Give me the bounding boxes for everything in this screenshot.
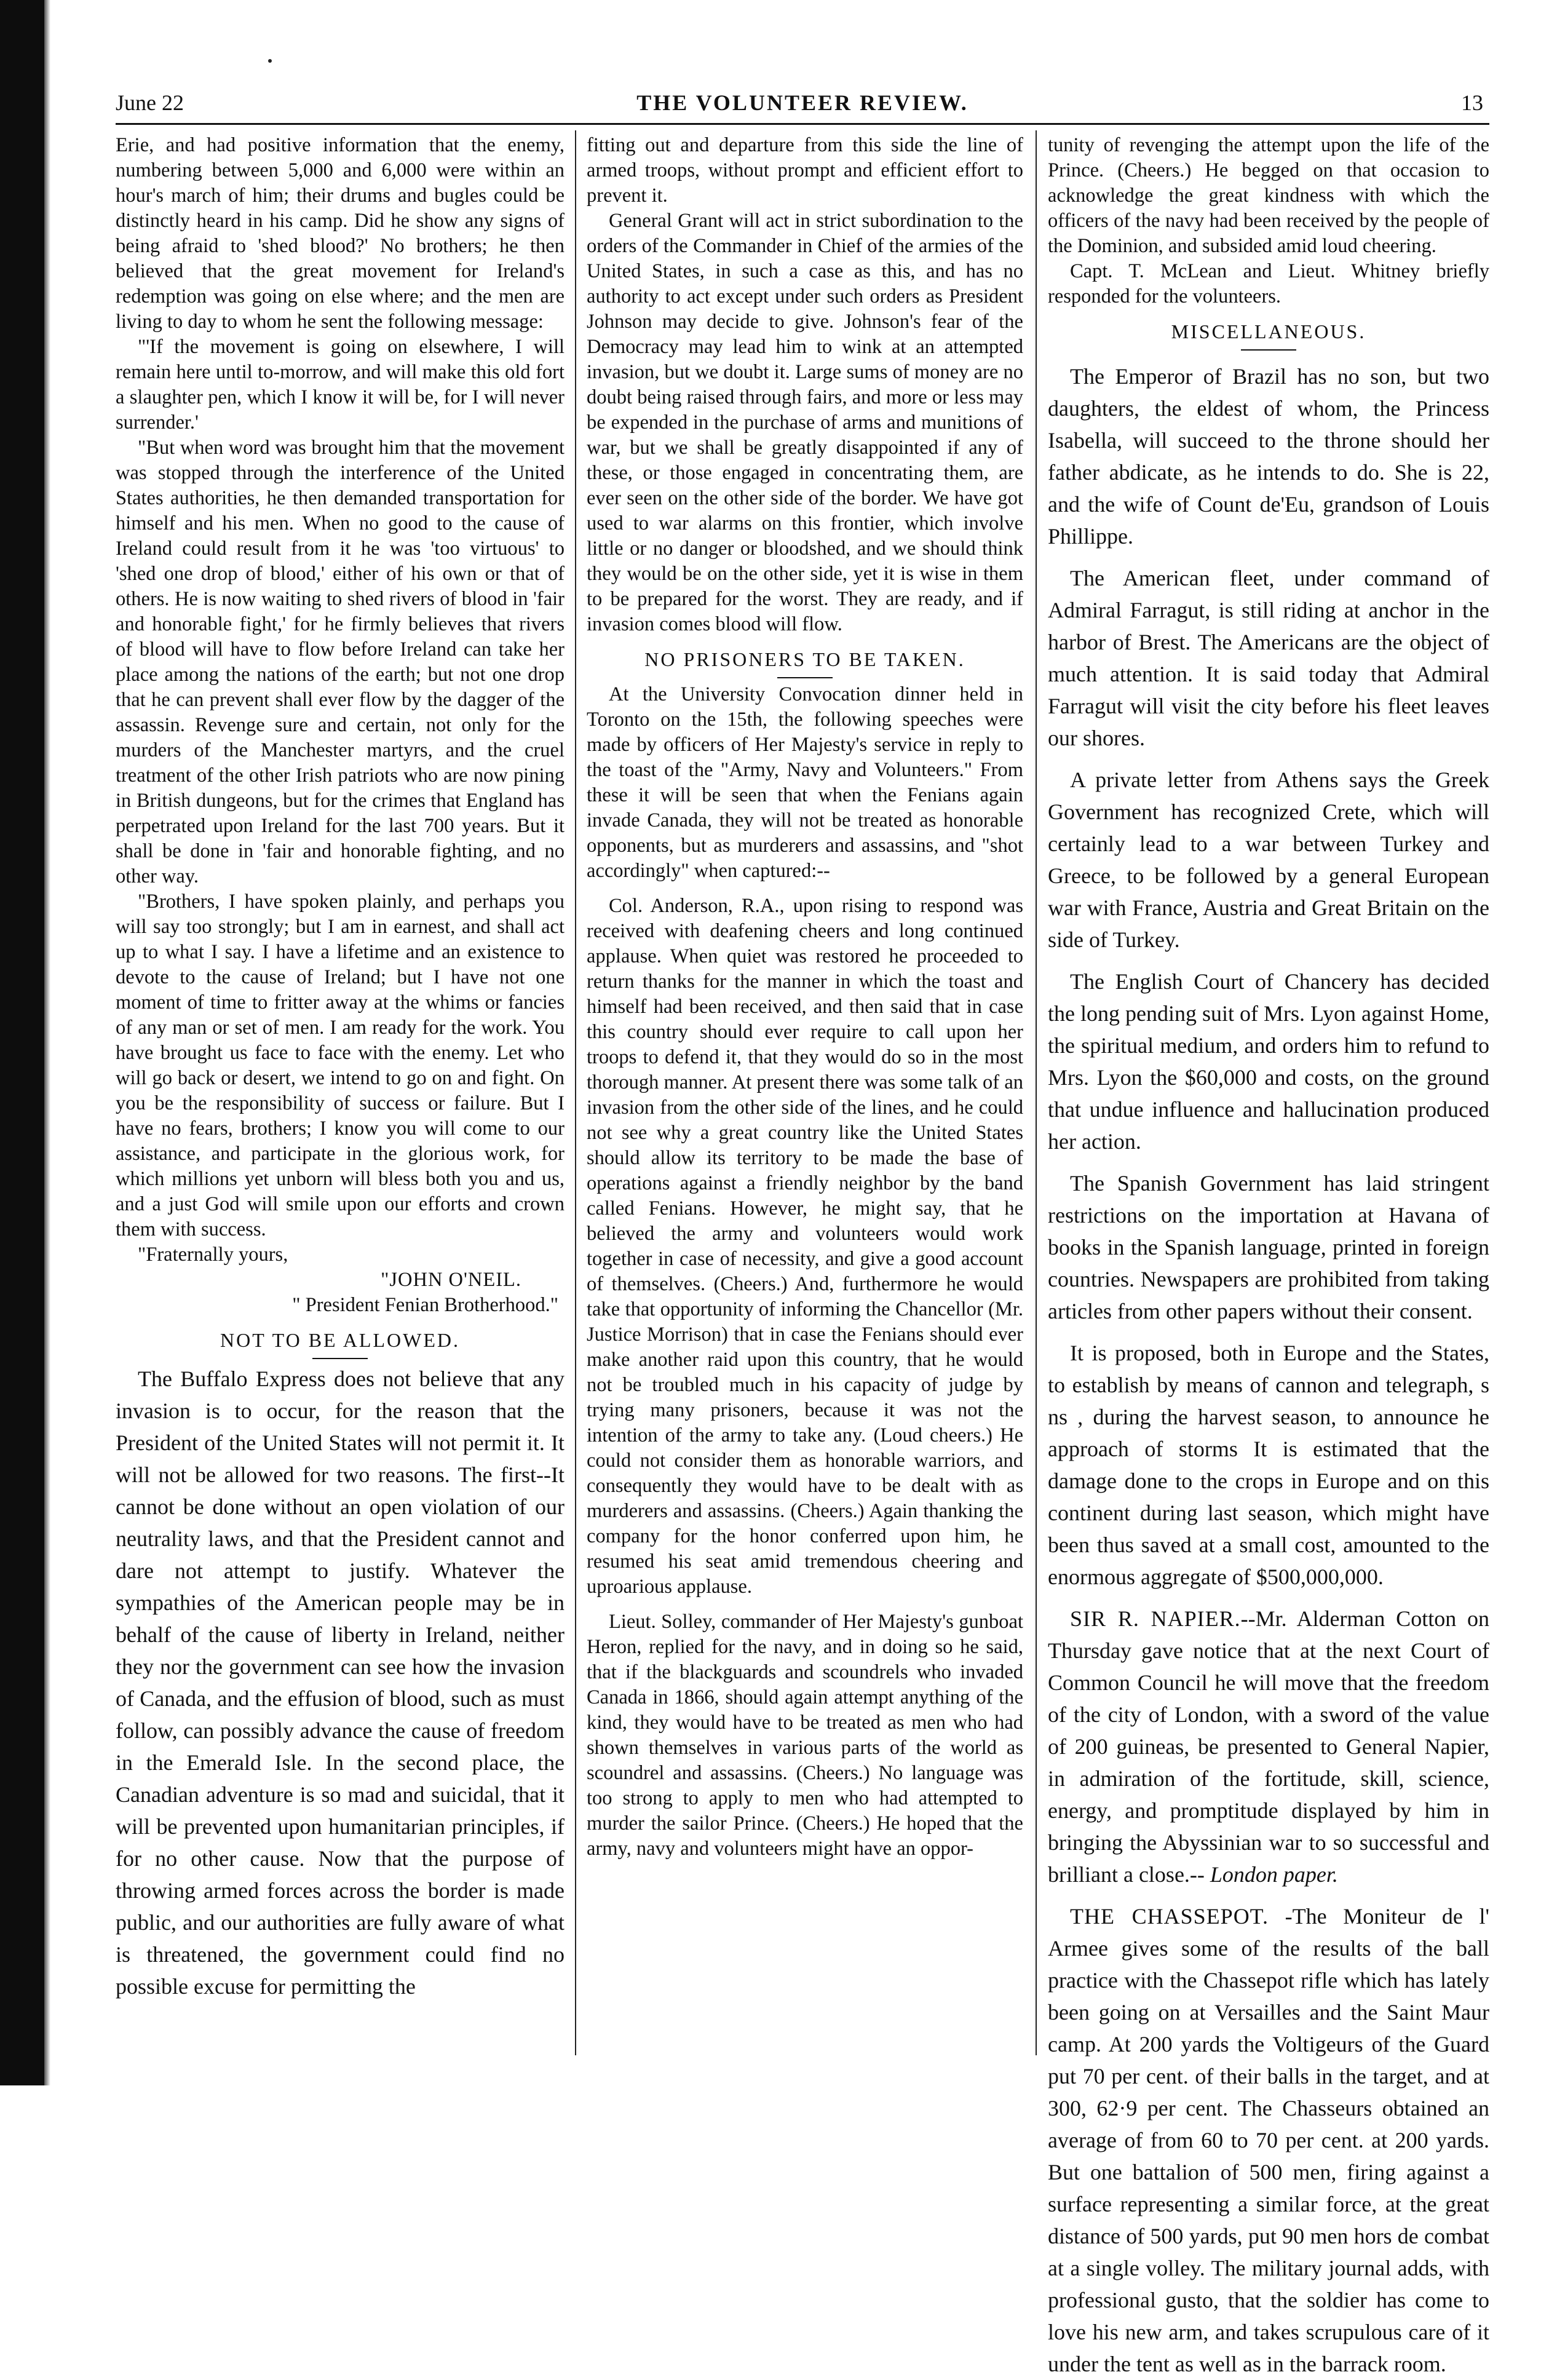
news-item: A private letter from Athens says the Greek Government has recognized Crete, which will certainly lead to a war between Turkey and Greece, to be followed by a general European war with France, Austria and Great Britain on the side of Turkey. — [1048, 768, 1489, 952]
news-item: It is proposed, both in Europe and the States, to establish by means of cannon and telegraph, s ns , during the harvest season, to announce he approach of storms It is estimated that the damage done to the crops in Europe and on this continent during last season, which might have been thus saved at a small cost, amounted to the enormous aggregate of $500,000,000. — [1048, 1341, 1489, 1589]
speck-mark — [268, 59, 272, 63]
article-paragraph: Erie, and had positive information that the enemy, numbering between 5,000 and 6,000 were within an hour's march of him; their drums and bugles could be distinctly heard in his camp. Did he show any signs of being afraid to 'shed blood?' No brothers; he then believed that the great movement for Ireland's redemption was going on else where; and the men are living to day to whom he sent the following message: — [116, 134, 565, 333]
article-paragraph: Capt. T. McLean and Lieut. Whitney briefly responded for the volunteers. — [1048, 260, 1489, 307]
signature-name: "JOHN O'NEIL. — [381, 1269, 521, 1291]
column-1 — [116, 133, 565, 2070]
publication-title: THE VOLUNTEER REVIEW. — [636, 90, 969, 115]
news-item: The Spanish Government has laid stringent restrictions on the importation at Havana of books in the Spanish language, printed in foreign countries. Newspapers are prohibited from taking articles from other papers without their consent. — [1048, 1171, 1489, 1323]
item-body: --Mr. Alderman Cotton on Thursday gave notice that at the next Court of Common Council he will move that the freedom of the city of London, with a sword of the value of 200 guineas, be presented to General Napier, in admiration of the fortitude, skill, science, energy, and promptitude displayed by him in bringing the Abyssinian war to so successful and brilliant a close.-- — [1048, 1606, 1489, 1887]
article-paragraph: Lieut. Solley, commander of Her Majesty's gunboat Heron, replied for the navy, and in doing so he said, that if the blackguards and scoundrels who invaded Canada in 1866, should again attempt anything of the kind, they would have to be treated as men who had shown themselves in various parts of the world as scoundrel and assassins. (Cheers.) No language was too strong to apply to men who had attempted to murder the sailor Prince. (Cheers.) He hoped that the army, navy and volunteers might have an oppor- — [587, 1611, 1023, 1860]
page-number: 13 — [1461, 90, 1483, 115]
page-header — [116, 86, 1489, 125]
item-lead: SIR R. NAPIER. — [1070, 1606, 1241, 1631]
article-paragraph: "Brothers, I have spoken plainly, and perhaps you will say too strongly; but I am in earnest, and shall act up to what I say. I have a lifetime and an existence to devote to the cause of Ireland; but I have not one moment of time to fritter away at the whims or fancies of any man or set of men. I am ready for the work. You have brought us face to face with the enemy. Let who will go back or desert, we intend to go on and fight. On you be the responsibility of success or failure. But I have no fears, brothers; I know you will come to our assistance, and participate in the glorious work, for which millions yet unborn will bless both you and us, and a just God will smile upon our efforts and crown them with success. — [116, 891, 565, 1240]
section-heading: MISCELLANEOUS. — [1048, 319, 1489, 351]
article-paragraph: The Buffalo Express does not believe that any invasion is to occur, for the reason that the President of the United States will not permit it. It will not be allowed for two reasons. The first--It cannot be done without an open violation of our neutrality laws, and that the President cannot and dare not attempt to justify. Whatever the sympathies of the American people may be in behalf of the cause of liberty in Ireland, neither they nor the government can see how the invasion of Canada, and the effusion of blood, such as must follow, can possibly advance the cause of freedom in the Emerald Isle. In the second place, the Canadian adventure is so mad and suicidal, that it will be prevented upon humanitarian principles, if for no other cause. Now that the purpose of throwing armed forces across the border is made public, and our authorities are fully aware of what is threatened, the government could find no possible excuse for permitting the — [116, 1367, 565, 1999]
article-paragraph: At the University Convocation dinner held in Toronto on the 15th, the following speeches were made by officers of Her Majesty's service in reply to the toast of the "Army, Navy and Volunteers." From these it will be seen that when the Fenians again invade Canada, they will not be treated as honorable opponents, but as murderers and assassins, and "shot accordingly" when captured:-- — [587, 683, 1023, 882]
item-lead: THE CHASSEPOT. — [1070, 1904, 1269, 1929]
column-2 — [587, 133, 1023, 2070]
article-paragraph: Col. Anderson, R.A., upon rising to respond was received with deafening cheers and long continued applause. When quiet was restored he proceeded to return thanks for the manner in which the toast and himself had been received, and then said that in case this country should ever require to call upon her troops to defend it, that they would do so in the most thorough manner. At present there was some talk of an invasion from the other side of the lines, and he could not see why a great country like the United States should allow its territory to be made the base of operations against a friendly neighbor by the band called Fenians. However, he might say, that he believed the army and volunteers would work together in case of necessity, and give a good account of themselves. (Cheers.) And, furthermore he would take that opportunity of informing the Chancellor (Mr. Justice Morrison) that in case the Fenians should ever make another raid upon this country, that he would not be troubled much in his capacity of judge by trying many prisoners, because it was not the intention of the army to take any. (Loud cheers.) He could not consider them as honorable warriors, and consequently they would have to be dealt with as murderers and assassins. (Cheers.) Again thanking the company for the honor conferred upon him, he resumed his seat amid tremendous cheering and uproarious applause. — [587, 895, 1023, 1598]
article-paragraph: General Grant will act in strict subordination to the orders of the Commander in Chief of the armies of the United States, in such a case as this, and has no authority to act except under such orders as President Johnson may decide to give. Johnson's fear of the Democracy may lead him to wink at an attempted invasion, but we doubt it. Large sums of money are no doubt being raised through fairs, and more or less may be expended in the purchase of arms and munitions of war, but we shall be greatly disappointed if any of these, or those engaged in concentrating them, are ever seen on the other side of the border. We have got used to war alarms on this frontier, which involve little or no danger or bloodshed, and we should think they would be on the other side, yet it is wise in them to be prepared for the worst. They are ready, and if invasion comes blood will flow. — [587, 210, 1023, 635]
signature-title: " President Fenian Brotherhood." — [292, 1294, 558, 1316]
section-heading: NOT TO BE ALLOWED. — [116, 1328, 565, 1359]
news-item — [1048, 1603, 1489, 1890]
binding-shadow — [44, 0, 50, 2085]
article-paragraph: "'If the movement is going on elsewhere, I will remain here until to-morrow, and will make this old fort a slaughter pen, which I know it will be, for I will never surrender.' — [116, 336, 565, 434]
news-item — [1048, 1900, 1489, 2380]
binding-margin — [0, 0, 44, 2085]
item-body: -The Moniteur de l' Armee gives some of the results of the ball practice with the Chassepot rifle which has lately been going on at Versailles and the Saint Maur camp. At 200 yards the Voltigeurs of the Guard put 70 per cent. of their balls in the target, and at 300, 62·9 per cent. The Chasseurs obtained an average of from 60 to 70 per cent. at 200 yards. But one battalion of 500 men, firing against a surface representing a similar force, at the great distance of 500 yards, put 90 men hors de combat at a single volley. The military journal adds, with professional gusto, that the soldier has come to love his new arm, and takes scrupulous care of it under the tent as well as in the barrack room. — [1048, 1904, 1490, 2376]
item-source: London paper. — [1210, 1862, 1338, 1887]
article-paragraph: tunity of revenging the attempt upon the life of the Prince. (Cheers.) He begged on that occasion to acknowledge the great kindness with which the officers of the navy had been received by the people of the Dominion, and subsided amid loud cheering. — [1048, 134, 1489, 257]
article-paragraph: "But when word was brought him that the movement was stopped through the interference of the United States authorities, he then demanded transportation for himself and his men. When no good to the cause of Ireland could result from it he was 'too virtuous' to 'shed one drop of blood,' either of his own or that of others. He is now waiting to shed rivers of blood in 'fair and honorable fight,' for he firmly believes that rivers of blood will have to flow before Ireland can take her place among the nations of the earth; but not one drop that he can prevent shall ever flow by the dagger of the assassin. Revenge sure and certain, not only for the murders of the Manchester martyrs, and the cruel treatment of the other Irish patriots who are now pining in British dungeons, but for the crimes that England has perpetrated upon Ireland for the last 700 years. But it shall be done in 'fair and honorable fighting, and no other way. — [116, 437, 565, 887]
news-item: The Emperor of Brazil has no son, but two daughters, the eldest of whom, the Princess Isabella, will succeed to the throne should her father abdicate, as he intends to do. She is 22, and the wife of Count de'Eu, grandson of Louis Phillippe. — [1048, 364, 1489, 549]
column-rule-1 — [575, 130, 576, 2055]
article-paragraph: fitting out and departure from this side the line of armed troops, without prompt and efficient effort to prevent it. — [587, 134, 1023, 207]
column-3 — [1048, 133, 1490, 2376]
news-item: The English Court of Chancery has decided the long pending suit of Mrs. Lyon against Home, the spiritual medium, and orders him to refund to Mrs. Lyon the $60,000 and costs, on the ground that undue influence and hallucination produced her action. — [1048, 969, 1489, 1154]
news-item: The American fleet, under command of Admiral Farragut, is still riding at anchor in the harbor of Brest. The Americans are the object of much attention. It is said today that Admiral Farragut will visit the city before his fleet leaves our shores. — [1048, 566, 1489, 750]
section-heading: NO PRISONERS TO BE TAKEN. — [587, 647, 1023, 678]
issue-date: June 22 — [116, 90, 184, 115]
miscellany-items — [1048, 360, 1489, 2380]
letter-closing: "Fraternally yours, — [138, 1244, 288, 1266]
column-rule-2 — [1036, 130, 1037, 2055]
